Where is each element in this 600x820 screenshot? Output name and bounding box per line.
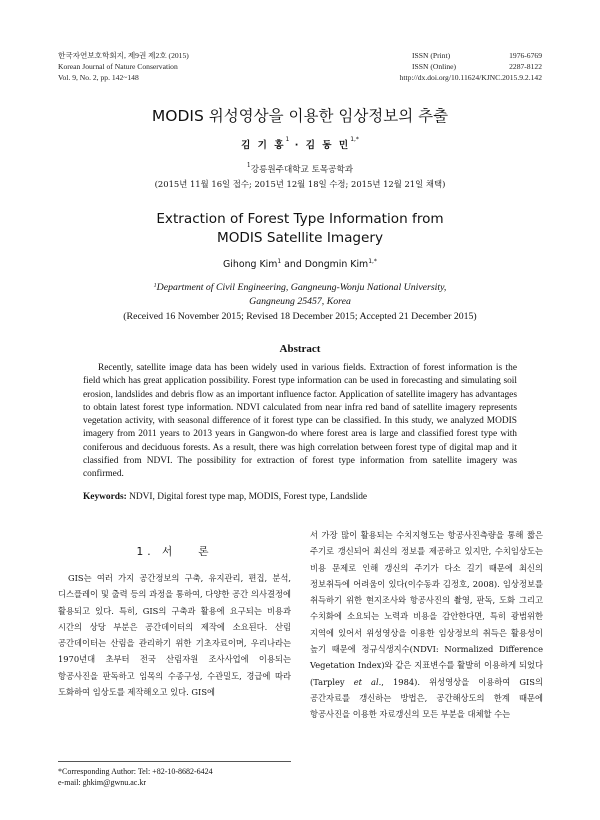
journal-header-right: [400, 50, 542, 83]
author-separator: ·: [289, 140, 306, 151]
keywords-text: NDVI, Digital forest type map, MODIS, Forest type, Landslide: [126, 492, 368, 502]
korean-author-2: 김 동 민: [305, 140, 351, 151]
english-affiliation: [0, 281, 600, 308]
issn-online-row: [400, 61, 542, 72]
section-1-right-text: [310, 527, 543, 723]
keywords-label: Keywords:: [83, 492, 127, 502]
english-author-1-sup: 1: [277, 258, 282, 265]
english-affil-line-2: Gangneung 25457, Korea: [249, 295, 351, 307]
abstract-heading: Abstract: [279, 343, 321, 355]
issn-online-value: 2287-8122: [509, 62, 542, 71]
section-1-left-text: GIS는 여러 가지 공간정보의 구축, 유지관리, 편집, 분석, 디스플레이 및 출력 등의 과정을 통하여, 다양한 공간 의사결정에 활용되고 있다. 특히, GIS의 구축과 활용에 요구되는 비용과 시간의 상당 부분은 공간데이터의 제작에 소요된다. 산림 공간데이터는 산림을 관리하기 위한 기초자료이며, 우리나라는 1970년대 초부터 전국 산림자원 조사사업에 이용되는 항공사진을 판독하고 임목의 수종구성, 수관밀도, 경급에 따라 도화하여 임상도를 제작해오고 있다. GIS에: [58, 573, 291, 698]
keywords: [83, 492, 517, 502]
footnote: [58, 761, 291, 788]
issn-online-label: ISSN (Online): [412, 62, 457, 71]
korean-dates: (2015년 11월 16일 접수; 2015년 12월 18일 수정; 2015년 12월 21일 채택): [154, 179, 446, 189]
journal-header-left: [58, 50, 189, 83]
english-title: [0, 210, 600, 248]
english-affil-line-1: Department of Civil Engineering, Gangneung-Wonju National University,: [156, 282, 447, 293]
section-1-heading: 1. 서 론: [136, 546, 213, 558]
english-authors: [0, 259, 600, 270]
english-title-line-2: MODIS Satellite Imagery: [216, 230, 384, 246]
korean-authors: [0, 137, 600, 151]
right-text-part-a: 서 가장 많이 활용되는 수치지형도는 항공사진측량을 통해 짧은 주기로 갱신되어 최신의 정보를 제공하고 있지만, 수치임상도는 비용 문제로 인해 갱신의 주기가 다소 길기 때문에 최신의 정보취득에 어려움이 있다(이수동과 김정호, 2008). 임상정보를 취득하기 위한 현지조사와 항공사진의 촬영, 판독, 도화 그리고 수치화에 소요되는 노력과 비용을 감안한다면, 특히 광범위한 지역에 있어서 위성영상을 이용한 임상정보의 취득은 활용성이 높기 때문에 정규식생지수(NDVI: Normalized Difference Vegetation Index)와 같은 지표변수를 활발히 이용하게 되었다(Tarpley: [310, 530, 543, 687]
volume-info: Vol. 9, No. 2, pp. 142~148: [58, 73, 139, 82]
english-author-2-sup: 1,*: [368, 258, 377, 265]
abstract-text: Recently, satellite image data has been widely used in various fields. Extraction of forest information is the field which has great application possibility. Forest type information can be used in forecasting and simulating soil erosion, landslides and debris flow as an important influence factor. Application of satellite imagery has advantages to obtain latest forest type information. NDVI calculated from near infra red band of satellite imagery represents vegetation activity, with seasonal difference of it forest type can be classified. In this study, we analyzed MODIS imagery from 2011 years to 2013 years in Gangwon-do where forest area is large and classified forest type with coniferous and deciduous forests. As a result, there was high correlation between forest type of digital map and it classified from NDVI. The possibility for extraction of forest type information from satellite imagery was confirmed.: [83, 363, 517, 480]
english-title-line-1: Extraction of Forest Type Information from: [156, 211, 444, 227]
issn-print-label: ISSN (Print): [412, 51, 451, 60]
left-column: [58, 530, 291, 700]
korean-affil-sup: 1: [246, 162, 251, 169]
issn-print-row: [400, 50, 542, 61]
right-text-part-b: , 1984). 위성영상을 이용하여 GIS의 공간자료를 갱신하는 방법은, 공간해상도의 한계 때문에 항공사진을 이용한 자료갱신의 모든 부분을 대체할 수는: [310, 676, 543, 720]
english-affil-sup: 1: [153, 283, 157, 289]
doi-link[interactable]: http://dx.doi.org/10.11624/KJNC.2015.9.2.142: [399, 73, 542, 82]
korean-author-1-sup: 1: [285, 136, 290, 143]
english-dates: (Received 16 November 2015; Revised 18 December 2015; Accepted 21 December 2015): [123, 311, 477, 322]
korean-affil-text: 강릉원주대학교 토목공학과: [250, 165, 354, 175]
korean-author-1: 김 기 홍: [241, 140, 286, 151]
korean-affiliation: [0, 163, 600, 175]
journal-name-english: Korean Journal of Nature Conservation: [58, 62, 178, 71]
right-column: [310, 527, 543, 723]
author-email: e-mail: ghkim@gwnu.ac.kr: [58, 778, 147, 787]
korean-author-2-sup: 1,*: [350, 136, 359, 143]
korean-title: MODIS 위성영상을 이용한 임상정보의 추출: [151, 107, 449, 125]
author-and: and: [281, 259, 305, 270]
abstract-body: [83, 362, 517, 482]
issn-print-value: 1976-6769: [509, 51, 542, 60]
english-author-2: Dongmin Kim: [304, 259, 369, 270]
corresponding-author: *Corresponding Author: Tel: +82-10-8682-6424: [58, 767, 213, 776]
english-author-1: Gihong Kim: [223, 259, 278, 270]
right-text-et-al: et al.: [353, 676, 382, 687]
journal-name-korean: 한국자연보호학회지, 제9권 제2호 (2015): [58, 51, 189, 60]
